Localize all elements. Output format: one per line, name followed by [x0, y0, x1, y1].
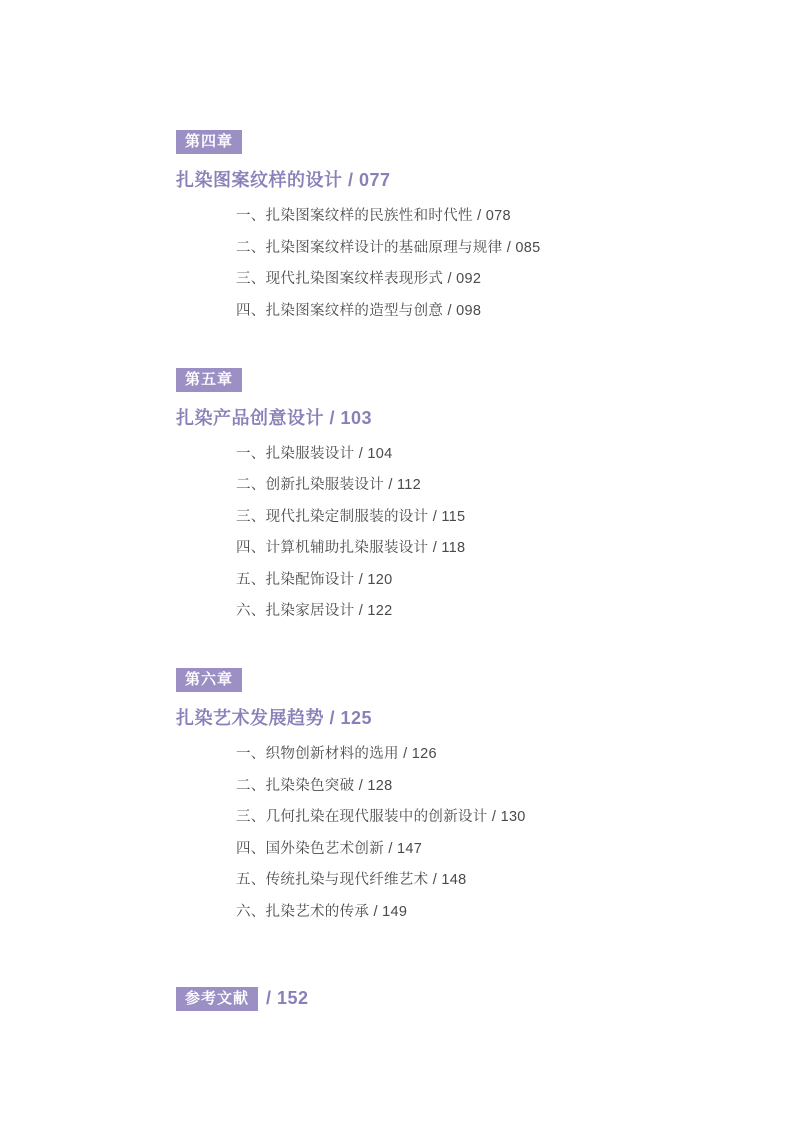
chapter-title: 扎染艺术发展趋势 / 125: [176, 708, 373, 729]
references-page: / 152: [266, 988, 309, 1009]
references-block: [176, 987, 736, 1011]
toc-entry: 一、扎染图案纹样的民族性和时代性 / 078: [236, 208, 511, 224]
toc-entry: 三、现代扎染图案纹样表现形式 / 092: [236, 271, 482, 288]
toc-entry: 一、扎染服装设计 / 104: [236, 445, 393, 462]
toc-entry: 二、扎染染色突破 / 128: [236, 777, 393, 794]
chapter-entry-list: [176, 744, 736, 923]
toc-entry: 三、现代扎染定制服装的设计 / 115: [236, 508, 466, 525]
toc-entry: 五、传统扎染与现代纤维艺术 / 148: [236, 872, 467, 889]
toc-entry: 六、扎染艺术的传承 / 149: [236, 903, 408, 920]
references-tag: 参考文献: [176, 987, 258, 1011]
toc-entry: 四、国外染色艺术创新 / 147: [236, 840, 423, 857]
chapter-entry-list: [176, 444, 736, 623]
toc-entry: 二、扎染图案纹样设计的基础原理与规律 / 085: [236, 239, 541, 256]
toc-entry: 六、扎染家居设计 / 122: [236, 603, 393, 620]
toc-entry: 五、扎染配饰设计 / 120: [236, 571, 393, 588]
chapter-block: [176, 130, 736, 322]
toc-entry: 四、扎染图案纹样的造型与创意 / 098: [236, 302, 482, 319]
toc-entry: 四、计算机辅助扎染服装设计 / 118: [236, 540, 466, 557]
toc-entry: 二、创新扎染服装设计 / 112: [236, 477, 422, 494]
chapter-title: 扎染图案纹样的设计 / 077: [176, 170, 391, 190]
toc-entry: 一、织物创新材料的选用 / 126: [236, 746, 437, 763]
chapter-block: [176, 668, 736, 923]
chapter-tag: 第五章: [176, 368, 242, 392]
toc-entry: 三、几何扎染在现代服装中的创新设计 / 130: [236, 809, 526, 826]
table-of-contents: [176, 130, 736, 1011]
chapter-tag: 第六章: [176, 668, 242, 692]
chapter-entry-list: [176, 206, 736, 322]
chapter-block: [176, 368, 736, 623]
chapter-title: 扎染产品创意设计 / 103: [176, 407, 373, 428]
chapter-tag: 第四章: [176, 130, 242, 154]
